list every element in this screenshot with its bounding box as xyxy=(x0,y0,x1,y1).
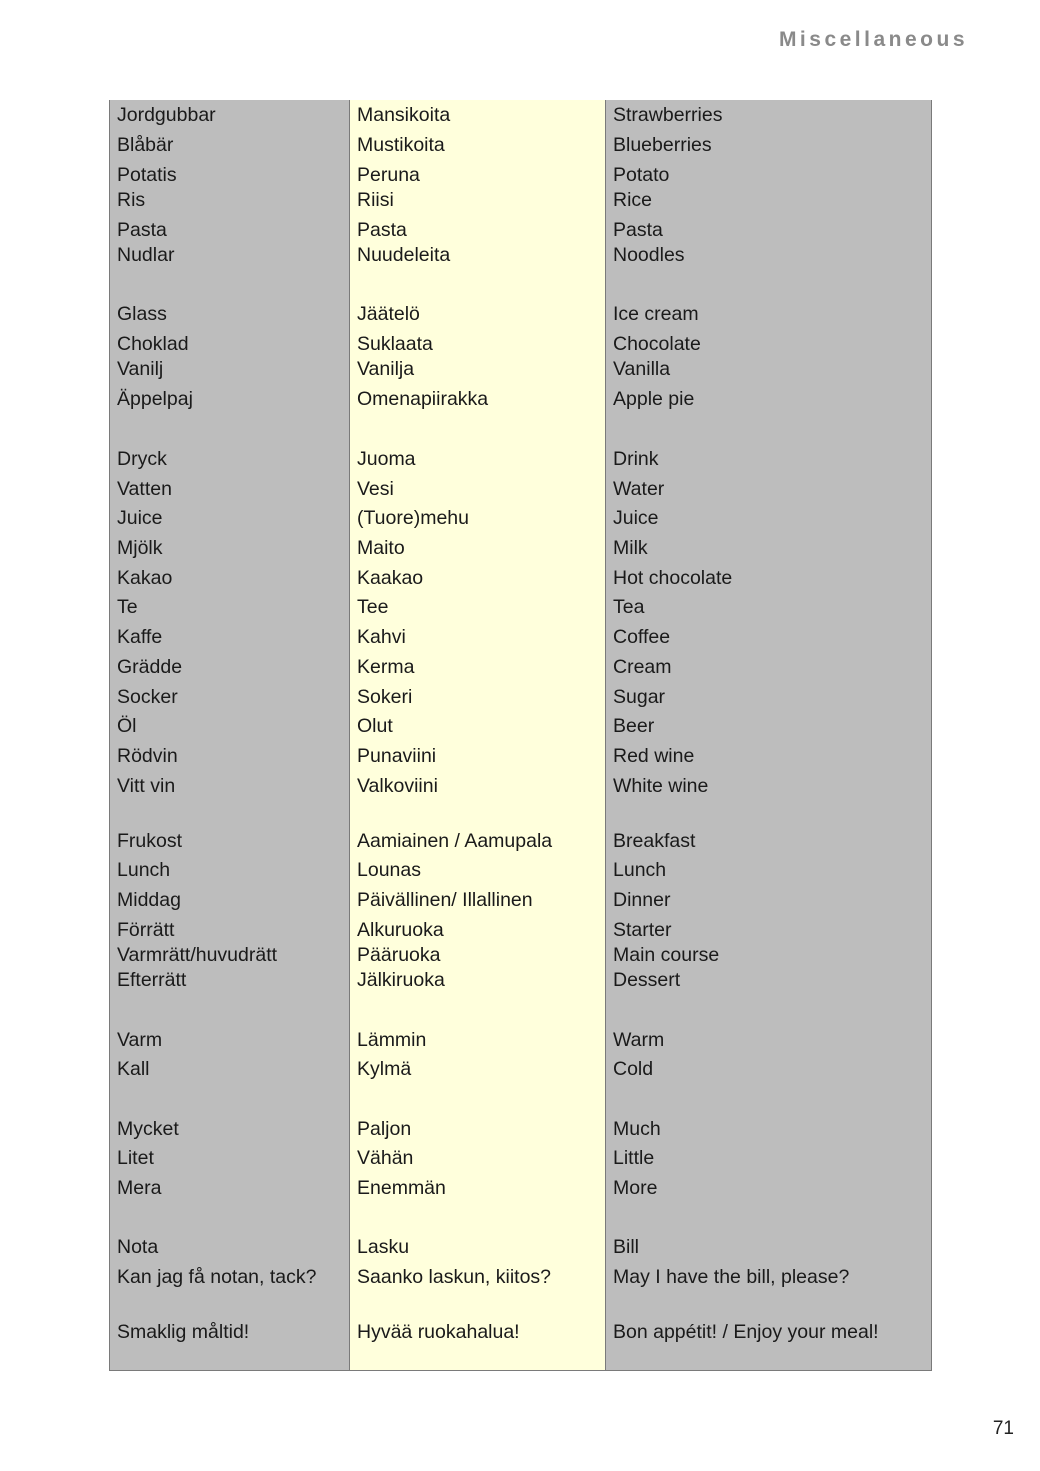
english-word: Drink xyxy=(613,448,659,470)
swedish-word: Jordgubbar xyxy=(117,104,216,126)
finnish-word: Olut xyxy=(357,715,393,737)
finnish-word: Jälkiruoka xyxy=(357,969,445,991)
english-word: More xyxy=(613,1177,658,1199)
english-word: Apple pie xyxy=(613,388,695,410)
finnish-word: Peruna xyxy=(357,164,420,186)
swedish-word: Smaklig måltid! xyxy=(117,1321,250,1343)
english-word: Dinner xyxy=(613,889,671,911)
finnish-word: Päivällinen/ Illallinen xyxy=(357,889,533,911)
swedish-word: Ris xyxy=(117,189,146,211)
swedish-word: Dryck xyxy=(117,448,167,470)
swedish-word: Varm xyxy=(117,1029,163,1051)
swedish-word: Efterrätt xyxy=(117,969,187,991)
swedish-word: Potatis xyxy=(117,164,177,186)
finnish-word: Omenapiirakka xyxy=(357,388,489,410)
page-number: 71 xyxy=(992,1418,1014,1439)
finnish-word: Riisi xyxy=(357,189,394,211)
finnish-word: Lämmin xyxy=(357,1029,427,1051)
finnish-word: Tee xyxy=(357,596,389,618)
finnish-word: Mansikoita xyxy=(357,104,451,126)
finnish-word: Jäätelö xyxy=(357,303,420,325)
finnish-word: Kylmä xyxy=(357,1058,412,1080)
english-word: Red wine xyxy=(613,745,695,767)
english-word: Beer xyxy=(613,715,655,737)
finnish-word: (Tuore)mehu xyxy=(357,507,469,529)
english-word: Bill xyxy=(613,1236,640,1258)
swedish-word: Mera xyxy=(117,1177,162,1199)
swedish-word: Lunch xyxy=(117,859,171,881)
english-word: Tea xyxy=(613,596,645,618)
english-word: Much xyxy=(613,1118,661,1140)
finnish-word: Paljon xyxy=(357,1118,412,1140)
swedish-word: Frukost xyxy=(117,830,183,852)
swedish-word: Kakao xyxy=(117,567,173,589)
finnish-word: Enemmän xyxy=(357,1177,446,1199)
swedish-word: Varmrätt/huvudrätt xyxy=(117,944,278,966)
swedish-word: Mycket xyxy=(117,1118,179,1140)
english-word: Cream xyxy=(613,656,672,678)
finnish-word: Vähän xyxy=(357,1147,414,1169)
finnish-word: Maito xyxy=(357,537,405,559)
finnish-word: Hyvää ruokahalua! xyxy=(357,1321,520,1343)
finnish-column xyxy=(350,100,606,1370)
english-word: Lunch xyxy=(613,859,667,881)
english-word: Little xyxy=(613,1147,655,1169)
swedish-word: Kan jag få notan, tack? xyxy=(117,1266,317,1288)
finnish-word: Aamiainen / Aamupala xyxy=(357,830,553,852)
finnish-word: Pääruoka xyxy=(357,944,441,966)
english-word: Strawberries xyxy=(613,104,723,126)
swedish-word: Blåbär xyxy=(117,134,174,156)
english-word: Warm xyxy=(613,1029,665,1051)
finnish-word: Mustikoita xyxy=(357,134,445,156)
swedish-word: Juice xyxy=(117,507,163,529)
finnish-word: Juoma xyxy=(357,448,416,470)
finnish-word: Lounas xyxy=(357,859,421,881)
swedish-word: Mjölk xyxy=(117,537,163,559)
english-word: Rice xyxy=(613,189,653,211)
swedish-word: Middag xyxy=(117,889,181,911)
swedish-word: Äppelpaj xyxy=(117,388,193,410)
swedish-word: Vitt vin xyxy=(117,775,176,797)
finnish-word: Sokeri xyxy=(357,686,413,708)
finnish-word: Alkuruoka xyxy=(357,919,444,941)
finnish-word: Saanko laskun, kiitos? xyxy=(357,1266,552,1288)
swedish-word: Pasta xyxy=(117,219,167,241)
english-word: Breakfast xyxy=(613,830,696,852)
swedish-word: Öl xyxy=(117,715,137,737)
swedish-word: Choklad xyxy=(117,333,189,355)
swedish-word: Kall xyxy=(117,1058,150,1080)
english-column xyxy=(606,100,931,1370)
finnish-word: Valkoviini xyxy=(357,775,438,797)
swedish-word: Te xyxy=(117,596,138,618)
finnish-word: Nuudeleita xyxy=(357,244,451,266)
english-word: Coffee xyxy=(613,626,671,648)
english-word: Potato xyxy=(613,164,670,186)
english-word: Milk xyxy=(613,537,648,559)
finnish-word: Vanilja xyxy=(357,358,415,380)
swedish-word: Förrätt xyxy=(117,919,175,941)
swedish-word: Glass xyxy=(117,303,167,325)
swedish-word: Nota xyxy=(117,1236,159,1258)
finnish-word: Kaakao xyxy=(357,567,424,589)
english-word: White wine xyxy=(613,775,709,797)
finnish-word: Pasta xyxy=(357,219,407,241)
english-word: Vanilla xyxy=(613,358,671,380)
english-word: Pasta xyxy=(613,219,663,241)
finnish-word: Kahvi xyxy=(357,626,406,648)
english-word: Water xyxy=(613,478,665,500)
english-word: Ice cream xyxy=(613,303,699,325)
swedish-word: Kaffe xyxy=(117,626,163,648)
english-word: May I have the bill, please? xyxy=(613,1266,850,1288)
english-word: Starter xyxy=(613,919,672,941)
english-word: Chocolate xyxy=(613,333,701,355)
vocabulary-table xyxy=(109,100,932,1371)
section-title: Miscellaneous xyxy=(778,28,968,51)
english-word: Blueberries xyxy=(613,134,712,156)
english-word: Noodles xyxy=(613,244,685,266)
swedish-word: Socker xyxy=(117,686,178,708)
swedish-column xyxy=(110,100,350,1370)
finnish-word: Lasku xyxy=(357,1236,410,1258)
swedish-word: Litet xyxy=(117,1147,154,1169)
swedish-word: Nudlar xyxy=(117,244,175,266)
finnish-word: Vesi xyxy=(357,478,394,500)
english-word: Juice xyxy=(613,507,659,529)
swedish-word: Grädde xyxy=(117,656,183,678)
swedish-word: Vatten xyxy=(117,478,172,500)
swedish-word: Vanilj xyxy=(117,358,164,380)
english-word: Bon appétit! / Enjoy your meal! xyxy=(613,1321,879,1343)
swedish-word: Rödvin xyxy=(117,745,178,767)
english-word: Main course xyxy=(613,944,720,966)
english-word: Dessert xyxy=(613,969,681,991)
english-word: Cold xyxy=(613,1058,654,1080)
english-word: Hot chocolate xyxy=(613,567,733,589)
finnish-word: Kerma xyxy=(357,656,415,678)
english-word: Sugar xyxy=(613,686,666,708)
finnish-word: Punaviini xyxy=(357,745,437,767)
finnish-word: Suklaata xyxy=(357,333,433,355)
